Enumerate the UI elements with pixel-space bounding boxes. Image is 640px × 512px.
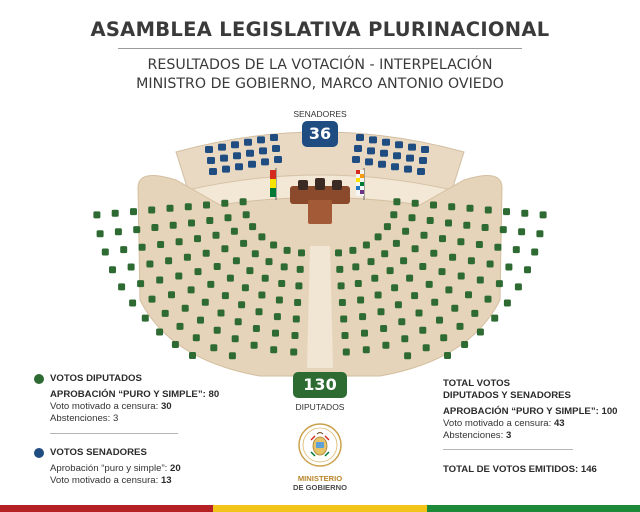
deputy-seat <box>349 247 356 254</box>
deputy-seat <box>416 310 423 317</box>
deputy-seat <box>177 323 184 330</box>
deputy-seat <box>210 344 217 351</box>
deputy-seat <box>427 217 434 224</box>
deputy-seat <box>197 317 204 324</box>
deputies-label: DIPUTADOS <box>295 402 345 412</box>
deputy-seat <box>471 310 478 317</box>
deputy-seat <box>225 214 232 221</box>
deputy-seat <box>298 249 305 256</box>
deputy-seat <box>294 299 301 306</box>
deputy-seat <box>193 334 200 341</box>
deputy-seat <box>238 301 245 308</box>
deputy-seat <box>404 352 411 359</box>
deputy-seat <box>412 245 419 252</box>
deputy-seat <box>93 211 100 218</box>
deputy-seat <box>371 275 378 282</box>
senators-label: SENADORES <box>293 109 347 119</box>
deputy-seat <box>411 292 418 299</box>
deputy-seat <box>340 316 347 323</box>
deputy-seat <box>240 240 247 247</box>
deputy-seat <box>338 282 345 289</box>
senators-count-badge: 36 <box>302 121 338 147</box>
deputy-seat <box>242 284 249 291</box>
senator-seat <box>231 141 239 148</box>
deputy-seat <box>421 232 428 239</box>
deputy-seat <box>129 300 136 307</box>
deputy-seat <box>485 296 492 303</box>
deputy-seat <box>378 308 385 315</box>
senator-seat <box>209 168 217 175</box>
deputies-divider <box>50 433 178 434</box>
deputy-seat <box>266 258 273 265</box>
senator-seat <box>404 166 412 173</box>
deputy-seat <box>461 341 468 348</box>
subtitle-line-2: MINISTRO DE GOBIERNO, MARCO ANTONIO OVIEDO <box>136 76 504 92</box>
deputy-seat <box>115 228 122 235</box>
deputy-seat <box>524 266 531 273</box>
senator-seat <box>406 155 414 162</box>
senator-seat <box>207 157 215 164</box>
deputy-seat <box>335 249 342 256</box>
deputy-seat <box>395 301 402 308</box>
deputy-seat <box>504 300 511 307</box>
deputy-seat <box>290 349 297 356</box>
senator-seat <box>393 152 401 159</box>
deputy-seat <box>536 230 543 237</box>
deputy-seat <box>118 283 125 290</box>
deputy-seat <box>531 249 538 256</box>
deputy-seat <box>170 222 177 229</box>
deputy-seat <box>491 315 498 322</box>
deputy-seat <box>214 263 221 270</box>
deputy-seat <box>149 296 156 303</box>
deputies-abstentions: Abstenciones: 3 <box>50 413 119 424</box>
deputy-seat <box>398 318 405 325</box>
senator-seat <box>222 166 230 173</box>
deputy-seat <box>477 277 484 284</box>
deputy-seat <box>184 254 191 261</box>
deputy-seat <box>387 267 394 274</box>
deputy-seat <box>463 222 470 229</box>
total-approval: APROBACIÓN “PURO Y SIMPLE”: 100 <box>443 406 618 417</box>
deputy-seat <box>194 235 201 242</box>
senators-legend-dot <box>34 448 44 458</box>
senator-seat <box>378 161 386 168</box>
deputy-seat <box>175 273 182 280</box>
senator-seat <box>246 150 254 157</box>
deputy-seat <box>157 241 164 248</box>
deputy-seat <box>449 254 456 261</box>
deputy-seat <box>202 299 209 306</box>
deputy-seat <box>130 208 137 215</box>
senator-seat <box>244 139 252 146</box>
deputy-seat <box>148 207 155 214</box>
deputy-seat <box>156 277 163 284</box>
deputy-seat <box>391 284 398 291</box>
deputy-seat <box>189 352 196 359</box>
senator-seat <box>218 144 226 151</box>
deputy-seat <box>120 246 127 253</box>
deputy-seat <box>295 282 302 289</box>
deputy-seat <box>485 207 492 214</box>
deputy-seat <box>262 275 269 282</box>
deputy-seat <box>165 257 172 264</box>
deputy-seat <box>445 220 452 227</box>
senator-seat <box>257 136 265 143</box>
senator-seat <box>380 150 388 157</box>
deputy-seat <box>151 224 158 231</box>
deputy-seat <box>258 233 265 240</box>
title-divider <box>118 48 522 49</box>
deputy-seat <box>293 316 300 323</box>
deputy-seat <box>390 211 397 218</box>
deputy-seat <box>270 242 277 249</box>
deputy-seat <box>229 352 236 359</box>
deputy-seat <box>458 273 465 280</box>
deputy-seat <box>468 257 475 264</box>
senator-seat <box>274 156 282 163</box>
deputies-approval: APROBACIÓN “PURO Y SIMPLE”: 80 <box>50 389 220 400</box>
deputy-seat <box>430 202 437 209</box>
senator-seat <box>220 155 228 162</box>
deputy-seat <box>393 198 400 205</box>
deputy-seat <box>336 266 343 273</box>
senator-seat <box>421 146 429 153</box>
deputy-seat <box>518 228 525 235</box>
deputy-seat <box>206 217 213 224</box>
deputy-seat <box>419 263 426 270</box>
senator-seat <box>369 136 377 143</box>
deputy-seat <box>213 232 220 239</box>
deputy-seat <box>431 299 438 306</box>
deputy-seat <box>400 257 407 264</box>
deputy-seat <box>235 318 242 325</box>
deputy-seat <box>278 280 285 287</box>
deputy-seat <box>112 210 119 217</box>
senator-seat <box>419 157 427 164</box>
deputy-seat <box>256 308 263 315</box>
deputy-seat <box>139 244 146 251</box>
deputy-seat <box>482 224 489 231</box>
deputy-seat <box>357 297 364 304</box>
deputies-legend-dot <box>34 374 44 384</box>
deputy-seat <box>182 305 189 312</box>
deputy-seat <box>496 280 503 287</box>
total-votes-emitted: TOTAL DE VOTOS EMITIDOS: 146 <box>443 464 597 475</box>
deputy-seat <box>176 238 183 245</box>
footer-stripe-green <box>427 505 640 512</box>
total-divider <box>443 449 573 450</box>
senator-seat <box>248 161 256 168</box>
deputy-seat <box>409 214 416 221</box>
deputy-seat <box>382 342 389 349</box>
deputy-seat <box>227 275 234 282</box>
senator-seat <box>233 152 241 159</box>
deputy-seat <box>137 280 144 287</box>
deputy-seat <box>440 334 447 341</box>
deputy-seat <box>393 240 400 247</box>
senator-seat <box>270 134 278 141</box>
deputy-seat <box>477 329 484 336</box>
subtitle-line-1: RESULTADOS DE LA VOTACIÓN - INTERPELACIÓN <box>147 57 493 73</box>
total-votes-heading-line-1: TOTAL VOTOS <box>443 378 510 389</box>
deputy-seat <box>203 250 210 257</box>
total-votes-heading-line-2: DIPUTADOS Y SENADORES <box>443 390 571 401</box>
deputy-seat <box>359 313 366 320</box>
deputy-seat <box>203 202 210 209</box>
ministry-name-line-2: DE GOBIERNO <box>292 483 347 492</box>
deputy-seat <box>423 344 430 351</box>
deputy-seat <box>487 261 494 268</box>
deputy-seat <box>444 352 451 359</box>
deputy-seat <box>505 264 512 271</box>
deputy-seat <box>102 249 109 256</box>
footer-stripe-yellow <box>213 505 427 512</box>
senator-seat <box>417 168 425 175</box>
deputy-seat <box>503 208 510 215</box>
deputy-seat <box>185 203 192 210</box>
deputy-seat <box>162 310 169 317</box>
deputy-seat <box>188 286 195 293</box>
senator-seat <box>408 144 416 151</box>
deputy-seat <box>297 266 304 273</box>
deputy-seat <box>402 228 409 235</box>
deputy-seat <box>270 346 277 353</box>
deputy-seat <box>406 275 413 282</box>
deputy-seat <box>142 315 149 322</box>
deputy-seat <box>274 313 281 320</box>
deputy-seat <box>214 327 221 334</box>
deputy-seat <box>457 323 464 330</box>
bolivia-flag-icon <box>270 168 276 200</box>
deputy-seat <box>342 332 349 339</box>
deputy-seat <box>363 242 370 249</box>
deputy-seat <box>253 325 260 332</box>
deputy-seat <box>448 203 455 210</box>
senator-seat <box>352 156 360 163</box>
footer-stripe-red <box>0 505 213 512</box>
deputy-seat <box>521 210 528 217</box>
deputies-count-badge: 130 <box>293 372 347 398</box>
deputy-seat <box>221 200 228 207</box>
deputy-seat <box>401 335 408 342</box>
deputy-seat <box>233 257 240 264</box>
deputy-seat <box>218 310 225 317</box>
deputy-seat <box>540 211 547 218</box>
deputy-seat <box>419 327 426 334</box>
deputy-seat <box>276 297 283 304</box>
deputy-seat <box>445 286 452 293</box>
senator-seat <box>365 158 373 165</box>
deputy-seat <box>251 342 258 349</box>
deputy-seat <box>240 198 247 205</box>
deputy-seat <box>222 292 229 299</box>
senator-seat <box>391 163 399 170</box>
deputy-seat <box>246 267 253 274</box>
ministry-name-line-1: MINISTERIO <box>297 474 343 483</box>
deputy-seat <box>292 332 299 339</box>
senators-votes-heading: VOTOS SENADORES <box>50 447 147 458</box>
deputy-seat <box>231 228 238 235</box>
deputy-seat <box>258 292 265 299</box>
deputy-seat <box>188 220 195 227</box>
wiphala-flag-icon <box>356 168 364 200</box>
deputy-seat <box>451 305 458 312</box>
senators-censure: Voto motivado a censura: 13 <box>50 475 172 486</box>
deputy-seat <box>97 230 104 237</box>
deputy-seat <box>343 349 350 356</box>
deputy-seat <box>249 223 256 230</box>
deputy-seat <box>221 245 228 252</box>
deputy-seat <box>436 317 443 324</box>
senator-seat <box>354 145 362 152</box>
deputy-seat <box>465 291 472 298</box>
senator-seat <box>382 139 390 146</box>
senator-seat <box>235 163 243 170</box>
senator-seat <box>205 146 213 153</box>
senator-seat <box>356 134 364 141</box>
page-title: ASAMBLEA LEGISLATIVA PLURINACIONAL <box>90 18 550 41</box>
deputies-votes-heading: VOTOS DIPUTADOS <box>50 373 142 384</box>
deputy-seat <box>375 292 382 299</box>
deputy-seat <box>476 241 483 248</box>
deputy-seat <box>272 330 279 337</box>
deputy-seat <box>361 330 368 337</box>
bolivia-coat-of-arms-icon <box>297 422 343 468</box>
deputy-seat <box>363 346 370 353</box>
deputy-seat <box>109 266 116 273</box>
senator-seat <box>272 145 280 152</box>
deputy-seat <box>430 250 437 257</box>
deputy-seat <box>457 238 464 245</box>
deputy-seat <box>439 268 446 275</box>
deputy-seat <box>375 233 382 240</box>
deputy-seat <box>207 281 214 288</box>
deputy-seat <box>172 341 179 348</box>
deputy-seat <box>133 226 140 233</box>
deputy-seat <box>368 258 375 265</box>
deputy-seat <box>243 211 250 218</box>
deputy-seat <box>146 261 153 268</box>
deputy-seat <box>467 205 474 212</box>
deputy-seat <box>195 268 202 275</box>
deputy-seat <box>515 283 522 290</box>
deputy-seat <box>167 205 174 212</box>
deputy-seat <box>426 281 433 288</box>
deputies-censure: Voto motivado a censura: 30 <box>50 401 172 412</box>
senator-seat <box>259 147 267 154</box>
deputy-seat <box>381 250 388 257</box>
deputy-seat <box>412 200 419 207</box>
deputy-seat <box>168 291 175 298</box>
deputy-seat <box>128 264 135 271</box>
senator-seat <box>367 147 375 154</box>
deputy-seat <box>380 325 387 332</box>
deputy-seat <box>513 246 520 253</box>
senator-seat <box>395 141 403 148</box>
deputy-seat <box>352 263 359 270</box>
senator-seat <box>261 158 269 165</box>
deputy-seat <box>281 263 288 270</box>
deputy-seat <box>284 247 291 254</box>
deputy-seat <box>252 250 259 257</box>
deputy-seat <box>339 299 346 306</box>
total-censure: Voto motivado a censura: 43 <box>443 418 565 429</box>
deputy-seat <box>355 280 362 287</box>
deputy-seat <box>384 223 391 230</box>
deputy-seat <box>232 335 239 342</box>
deputy-seat <box>439 235 446 242</box>
deputy-seat <box>494 244 501 251</box>
deputy-seat <box>156 329 163 336</box>
senators-approval: Aprobación “puro y simple”: 20 <box>50 463 181 474</box>
deputy-seat <box>500 226 507 233</box>
total-abstentions: Abstenciones: 3 <box>443 430 512 441</box>
